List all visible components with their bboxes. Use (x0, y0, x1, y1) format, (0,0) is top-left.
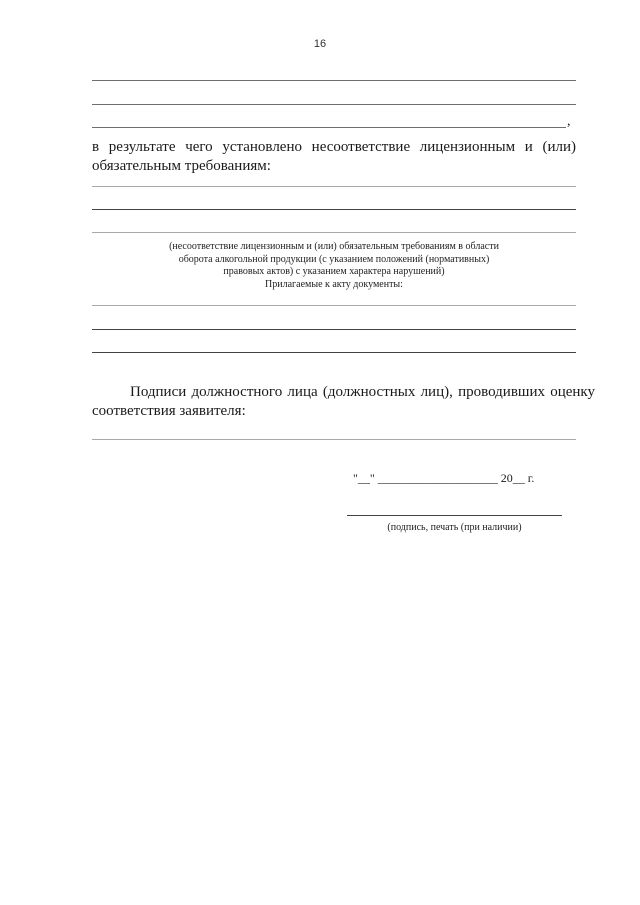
blank-line (92, 127, 566, 128)
page-number: 16 (313, 38, 327, 50)
signatures-paragraph: Подписи должностного лица (должностных лиц), проводивших оценку соответствия заявителя: (92, 384, 595, 419)
blank-line (92, 329, 576, 330)
signature-line (347, 515, 562, 516)
note-line: правовых актов) с указанием характера нарушений) (223, 266, 445, 277)
date-line: "__" ____________________ 20__ г. (353, 471, 535, 485)
blank-line (92, 352, 576, 353)
trailing-comma: , (567, 114, 571, 129)
blank-line (92, 104, 576, 105)
blank-line (92, 80, 576, 81)
violation-note (92, 241, 576, 291)
note-line: (несоответствие лицензионным и (или) обязательным требованиям в области (169, 241, 499, 252)
blank-line (92, 439, 576, 440)
signature-caption: (подпись, печать (при наличии) (387, 522, 522, 533)
blank-line (92, 209, 576, 210)
blank-line (92, 186, 576, 187)
result-paragraph: в результате чего установлено несоответствие лицензионным и (или) обязательным требованиям: (92, 139, 576, 174)
attached-documents-label: Прилагаемые к акту документы: (265, 278, 403, 290)
blank-line (92, 305, 576, 306)
note-line: оборота алкогольной продукции (с указанием положений (нормативных) (178, 253, 490, 265)
blank-line (92, 232, 576, 233)
